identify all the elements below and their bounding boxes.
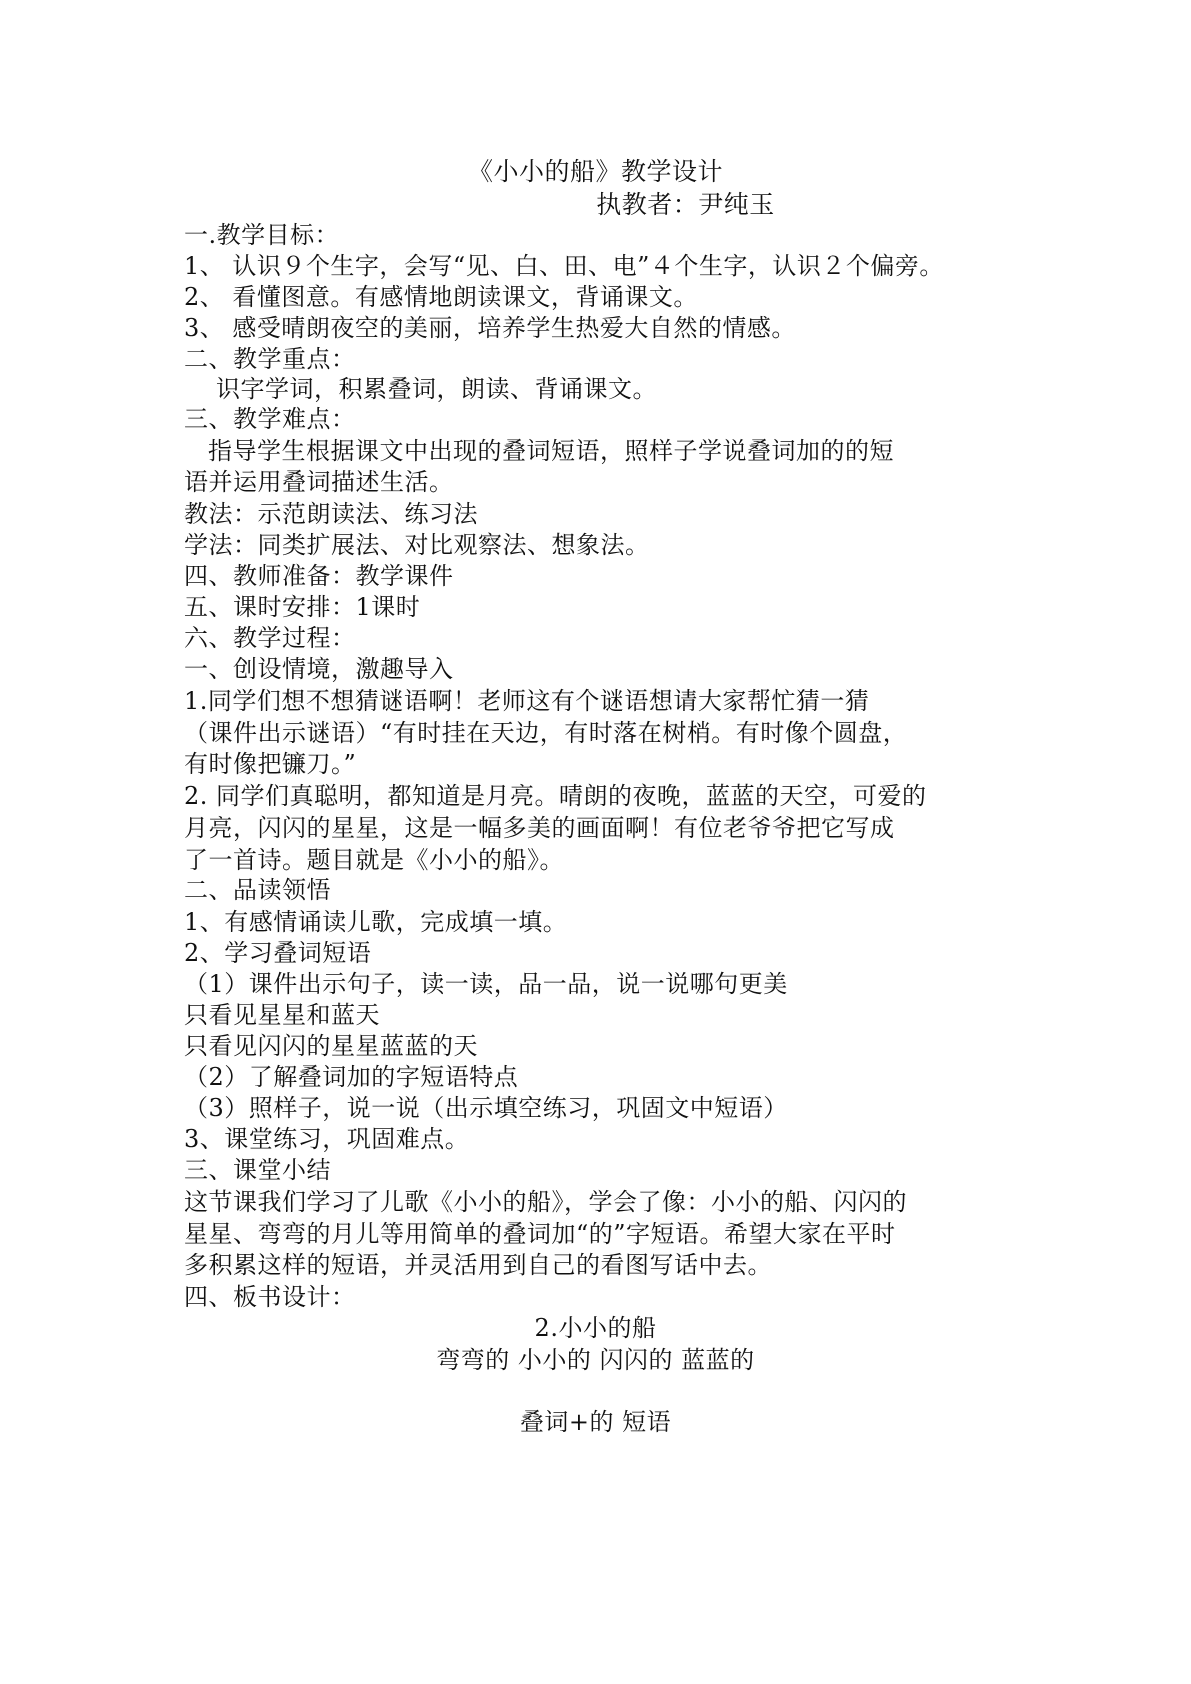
example-sentence: 只看见闪闪的星星蓝蓝的天 [184,1032,478,1060]
paragraph-line: （课件出示谜语）“有时挂在天边，有时落在树梢。有时像个圆盘， [184,719,908,747]
paragraph-line: （1）课件出示句子，读一读，品一品，说一说哪句更美 [184,970,788,998]
paragraph-line: 这节课我们学习了儿歌《小小的船》，学会了像：小小的船、闪闪的 [184,1188,907,1216]
paragraph-line: 3、课堂练习，巩固难点。 [184,1125,470,1153]
example-sentence: 只看见星星和蓝天 [184,1001,380,1029]
section-heading: 四、板书设计： [184,1283,356,1311]
objective-item: 3、 感受晴朗夜空的美丽，培养学生热爱大自然的情感。 [184,314,796,342]
paragraph-line: 星星、弯弯的月儿等用简单的叠词加“的”字短语。希望大家在平时 [184,1220,896,1248]
paragraph-line: （3）照样子，说一说（出示填空练习，巩固文中短语） [184,1094,788,1122]
subsection-heading: 一、创设情境，激趣导入 [184,655,454,683]
subsection-heading: 三、课堂小结 [184,1156,331,1184]
paragraph-line: 1、有感情诵读儿歌，完成填一填。 [184,908,568,936]
board-title: 2.小小的船 [534,1314,657,1342]
paragraph-line: 2、学习叠词短语 [184,939,372,967]
objective-item: 1、 认识９个生字，会写“见、白、田、电”４个生字，认识２个偏旁。 [184,252,944,280]
document-author: 执教者：尹纯玉 [596,190,775,219]
subsection-heading: 二、品读领悟 [184,876,331,904]
document-title: 《小小的船》教学设计 [467,157,723,186]
board-words: 弯弯的 小小的 闪闪的 蓝蓝的 [436,1346,755,1374]
paragraph-line: 有时像把镰刀。” [184,750,357,778]
paragraph-line: 教法：示范朗读法、练习法 [184,500,478,528]
paragraph-line: 多积累这样的短语，并灵活用到自己的看图写话中去。 [184,1251,772,1279]
section-heading: 五、课时安排：1课时 [184,593,421,621]
objective-item: 2、 看懂图意。有感情地朗读课文，背诵课文。 [184,283,698,311]
board-formula: 叠词+的 短语 [519,1408,672,1436]
paragraph-line: 1.同学们想不想猜谜语啊！老师这有个谜语想请大家帮忙猜一猜 [184,687,870,715]
section-heading: 一.教学目标： [184,221,340,249]
section-heading: 三、教学难点： [184,405,356,433]
section-heading: 四、教师准备：教学课件 [184,562,454,590]
paragraph-line: 月亮，闪闪的星星，这是一幅多美的画面啊！有位老爷爷把它写成 [184,814,895,842]
paragraph-line: 2. 同学们真聪明，都知道是月亮。晴朗的夜晚，蓝蓝的天空，可爱的 [184,782,927,810]
paragraph-line: 指导学生根据课文中出现的叠词短语，照样子学说叠词加的的短 [208,437,894,465]
paragraph-line: 语并运用叠词描述生活。 [184,468,454,496]
section-heading: 二、教学重点： [184,345,356,373]
section-heading: 六、教学过程： [184,624,356,652]
paragraph-line: （2）了解叠词加的字短语特点 [184,1063,519,1091]
paragraph-line: 学法：同类扩展法、对比观察法、想象法。 [184,531,650,559]
paragraph-line: 了一首诗。题目就是《小小的船》。 [184,846,564,874]
paragraph-line: 识字学词，积累叠词，朗读、背诵课文。 [216,375,657,403]
